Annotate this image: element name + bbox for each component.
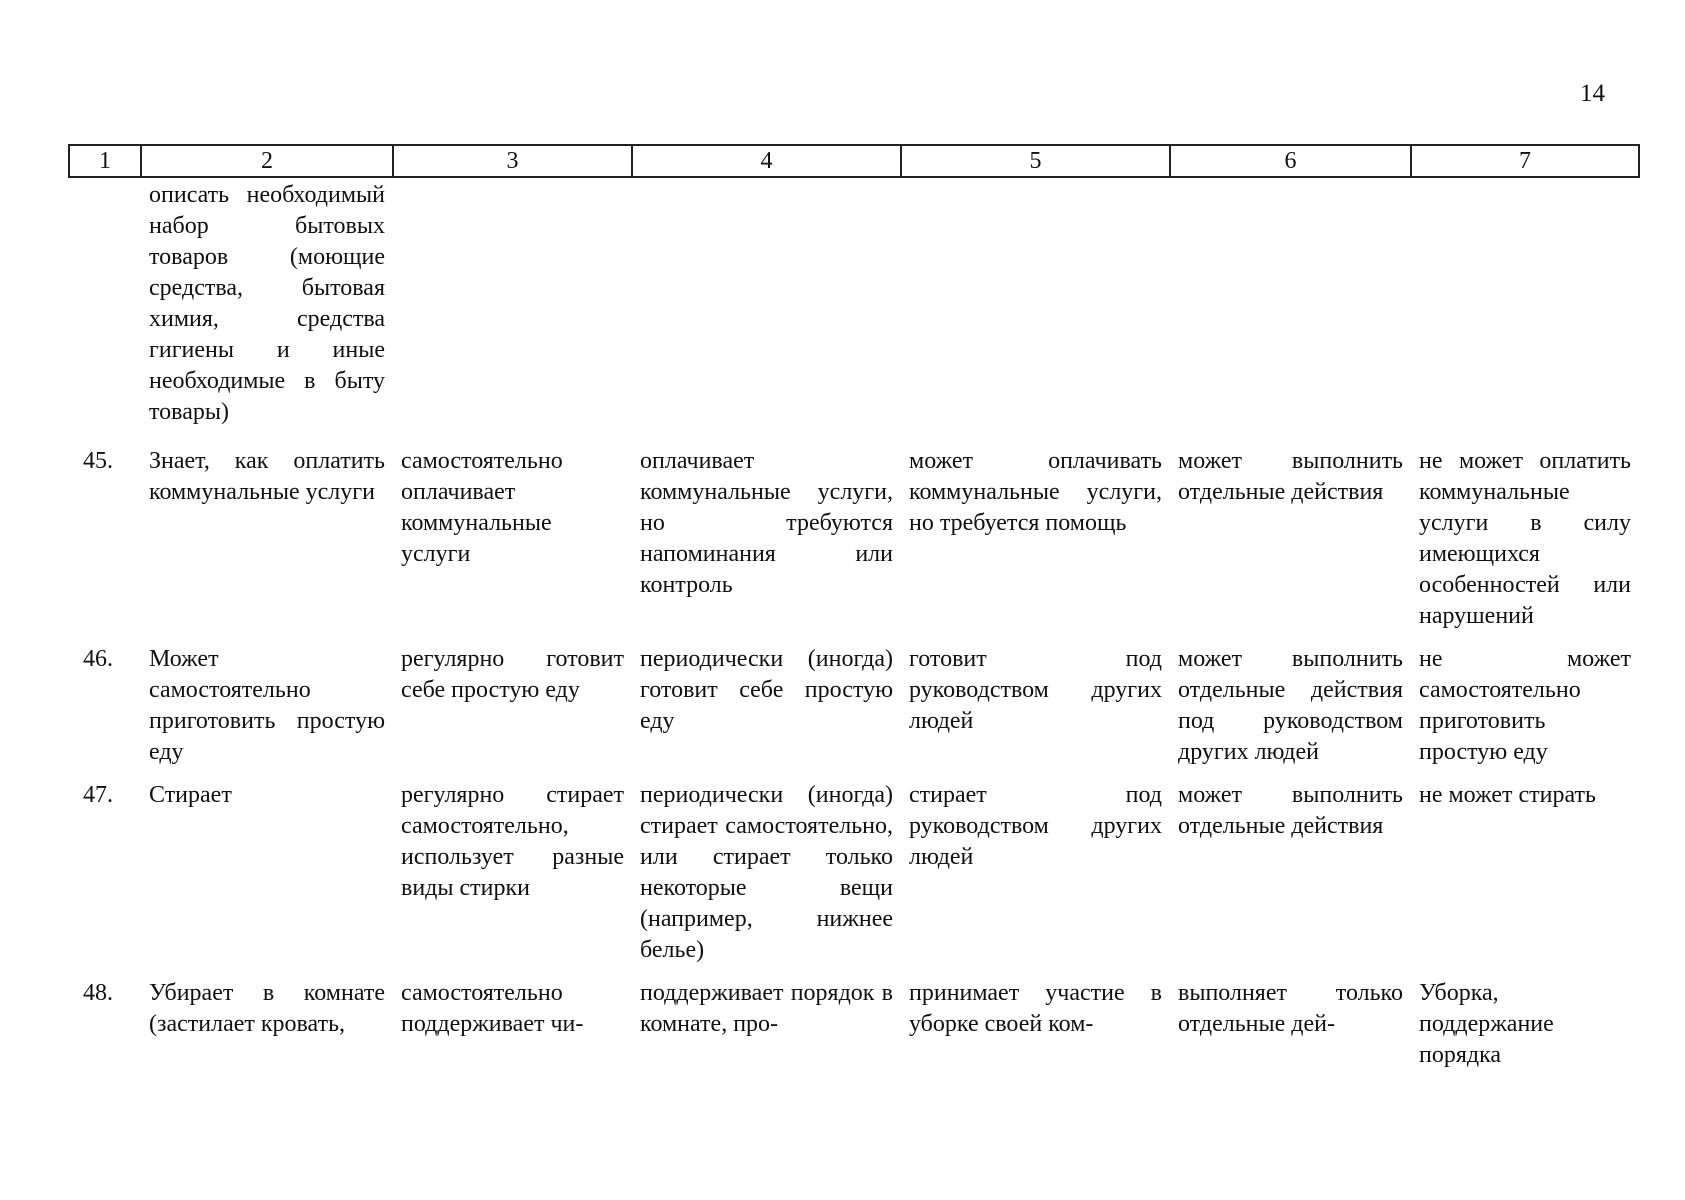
skill-description: описать необходимый набор бытовых товаров (моющие средства, бытовая химия, средства гигиены и иные необходимые в быту товары) [149, 182, 385, 425]
table-body [69, 177, 1639, 1071]
header-col-7: 7 [1411, 145, 1639, 177]
level-occasional: оплачивает коммунальные услуги, но требуются напоминания или контроль [640, 448, 893, 598]
table-row [69, 780, 1639, 978]
level-partial: может выполнить отдельные действия [1178, 782, 1403, 839]
row-number [69, 177, 141, 446]
table-row [69, 446, 1639, 644]
level-partial: может выполнить отдельные действия под руководством других людей [1178, 646, 1403, 765]
level-occasional: поддерживает порядок в комнате, про- [640, 980, 893, 1037]
table-row [69, 978, 1639, 1071]
header-col-6: 6 [1170, 145, 1411, 177]
level-independent: самостоятельно оплачивает коммунальные услуги [401, 448, 563, 567]
level-with-help [901, 177, 1170, 446]
row-number: 47. [83, 782, 113, 808]
skill-description: Знает, как оплатить коммунальные услуги [149, 448, 385, 505]
row-number: 45. [83, 448, 113, 474]
header-col-3: 3 [393, 145, 632, 177]
level-independent: регулярно стирает самостоятельно, использует разные виды стирки [401, 782, 624, 901]
header-col-4: 4 [632, 145, 901, 177]
header-col-1: 1 [69, 145, 141, 177]
level-occasional: периодически (иногда) готовит себе простую еду [640, 646, 893, 734]
skill-description: Стирает [149, 782, 232, 808]
level-unable: не может самостоятельно приготовить простую еду [1419, 646, 1631, 765]
level-partial [1170, 177, 1411, 446]
level-independent [393, 177, 632, 446]
level-with-help: принимает участие в уборке своей ком- [909, 980, 1162, 1037]
level-partial: выполняет только отдельные дей- [1178, 980, 1403, 1037]
header-row [69, 145, 1639, 177]
level-independent: самостоятельно поддерживает чи- [401, 980, 584, 1037]
table-row-continuation [69, 177, 1639, 446]
level-occasional [632, 177, 901, 446]
header-col-5: 5 [901, 145, 1170, 177]
level-unable: не может оплатить коммунальные услуги в силу имеющихся особенностей или нарушений [1419, 448, 1631, 629]
table-row [69, 644, 1639, 780]
header-col-2: 2 [141, 145, 393, 177]
level-unable: не может стирать [1419, 782, 1596, 808]
page-number: 14 [1580, 80, 1605, 107]
level-with-help: готовит под руководством других людей [909, 646, 1162, 734]
level-unable [1411, 177, 1639, 446]
level-independent: регулярно готовит себе простую еду [401, 646, 624, 703]
level-unable: Уборка, поддержание порядка [1419, 980, 1554, 1068]
skill-description: Убирает в комнате (застилает кровать, [149, 980, 385, 1037]
row-number: 46. [83, 646, 113, 672]
skill-description: Может самостоятельно приготовить простую еду [149, 646, 385, 765]
level-with-help: стирает под руководством других людей [909, 782, 1162, 870]
row-number: 48. [83, 980, 113, 1006]
level-with-help: может оплачивать коммунальные услуги, но требуется помощь [909, 448, 1162, 536]
level-partial: может выполнить отдельные действия [1178, 448, 1403, 505]
table-header [69, 145, 1639, 177]
assessment-table [68, 144, 1640, 1071]
level-occasional: периодически (иногда) стирает самостоятельно, или стирает только некоторые вещи (например, нижнее белье) [640, 782, 893, 963]
